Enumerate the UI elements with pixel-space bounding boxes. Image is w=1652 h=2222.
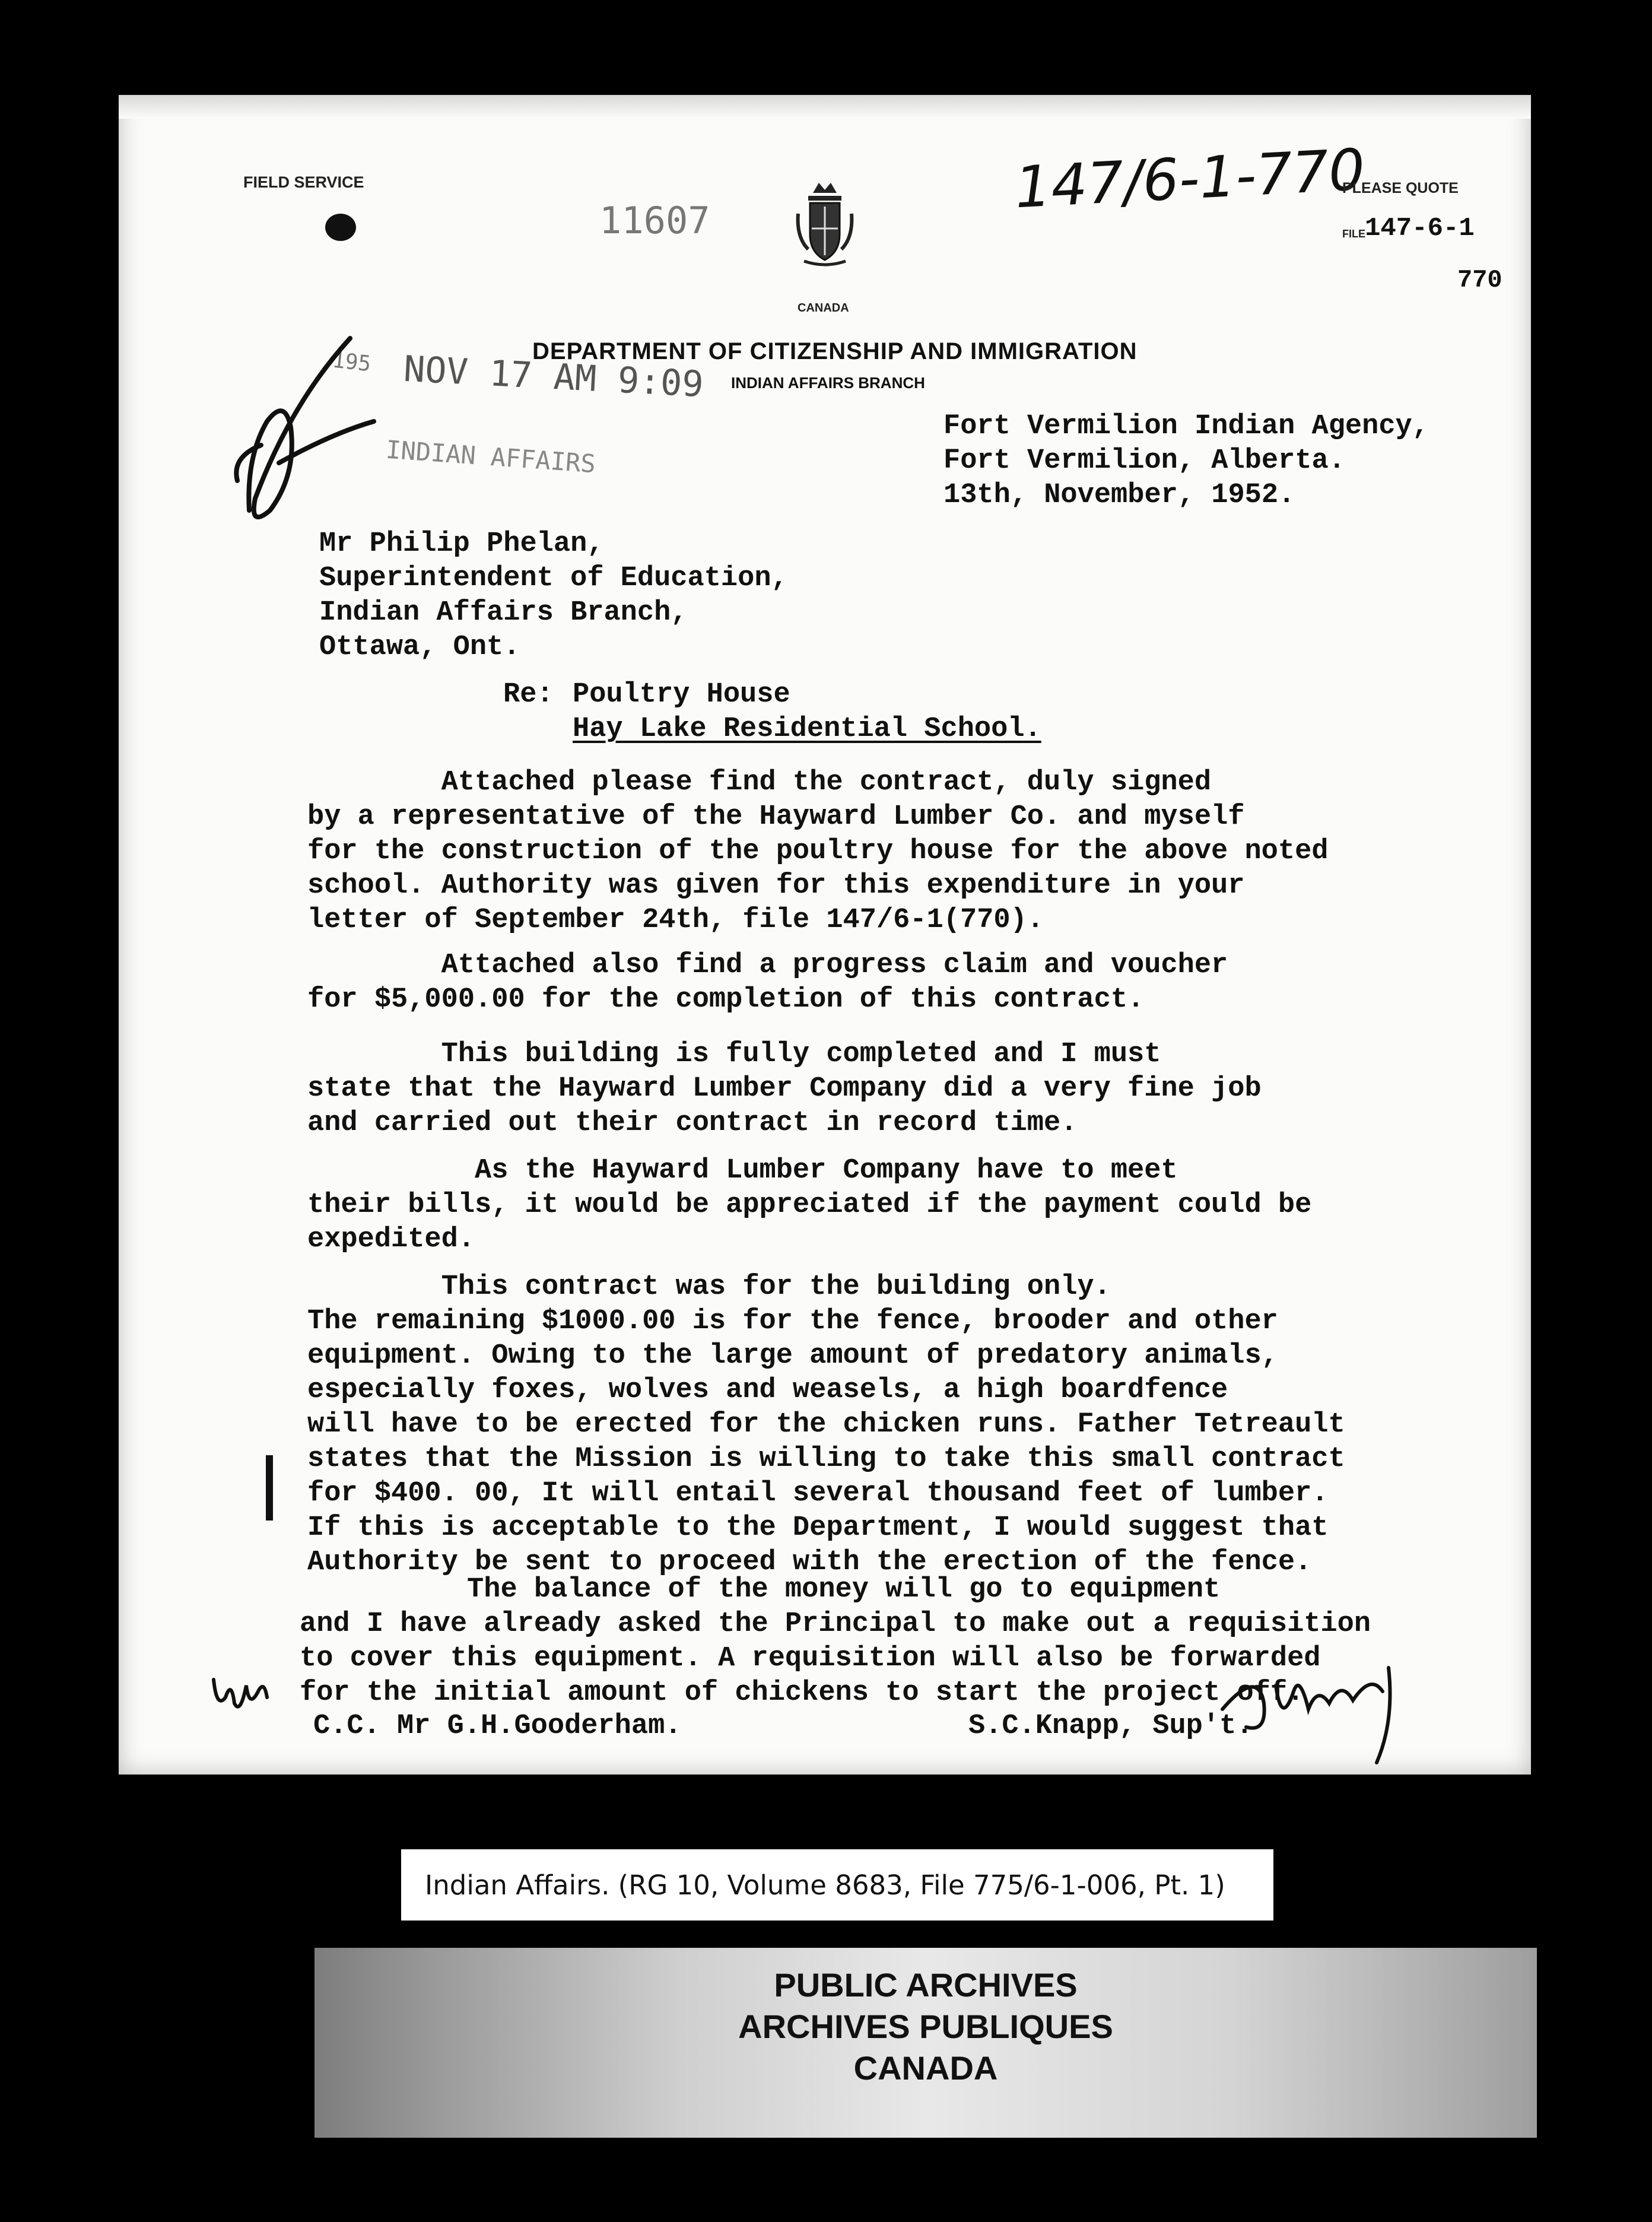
paragraph-line: Attached please find the contract, duly signed <box>307 767 1212 798</box>
paragraph-line: The balance of the money will go to equipment <box>300 1574 1221 1605</box>
caption-text: Indian Affairs. (RG 10, Volume 8683, File 775/6-1-006, Pt. 1) <box>425 1869 1225 1901</box>
paragraph-line: Authority be sent to proceed with the erection of the fence. <box>307 1547 1312 1578</box>
paragraph-line: As the Hayward Lumber Company have to meet <box>307 1155 1178 1186</box>
field-service-label: FIELD SERVICE <box>243 173 364 191</box>
paragraph-line: for the construction of the poultry house for the above noted <box>307 836 1329 867</box>
paragraph-line: for $5,000.00 for the completion of this contract. <box>307 984 1145 1015</box>
paragraph-5 <box>307 1270 1345 1580</box>
paragraph-line: for the initial amount of chickens to start the project off. <box>300 1677 1304 1709</box>
file-number: 147-6-1 <box>1365 214 1475 243</box>
paragraph-line: expedited. <box>307 1224 475 1255</box>
archives-line-3: CANADA <box>853 2049 998 2087</box>
paragraph-line: This contract was for the building only. <box>307 1271 1111 1303</box>
punch-hole <box>325 214 356 241</box>
paragraph-line: especially foxes, wolves and weasels, a high boardfence <box>307 1375 1228 1406</box>
received-date-stamp: NOV 17 AM 9:09 <box>402 348 705 406</box>
subject-line-2: Hay Lake Residential School. <box>573 713 1041 745</box>
handwritten-initials-signature <box>214 332 392 552</box>
paragraph-line: will have to be erected for the chicken runs. Father Tetreault <box>307 1409 1345 1440</box>
archives-line-2: ARCHIVES PUBLIQUES <box>738 2008 1113 2045</box>
recipient-line-3: Indian Affairs Branch, <box>319 597 688 628</box>
paragraph-line: school. Authority was given for this expenditure in your <box>307 870 1245 902</box>
archives-label <box>314 1948 1537 2138</box>
paragraph-line: by a representative of the Hayward Lumber Co. and myself <box>307 801 1245 833</box>
please-quote-label: PLEASE QUOTE <box>1342 180 1459 196</box>
signature-block: S.C.Knapp, Sup't. <box>968 1710 1253 1742</box>
handwritten-file-number: 147/6-1-770 <box>1013 136 1367 221</box>
archives-line-1: PUBLIC ARCHIVES <box>774 1966 1078 2004</box>
indian-affairs-stamp: INDIAN AFFAIRS <box>385 434 597 479</box>
branch-title: INDIAN AFFAIRS BRANCH <box>731 374 925 392</box>
page-top-edge <box>119 95 1531 119</box>
received-year-stamp: 195 <box>331 348 372 377</box>
file-sub-number: 770 <box>1457 266 1502 294</box>
sender-line-2: Fort Vermilion, Alberta. <box>943 445 1345 477</box>
recipient-line-1: Mr Philip Phelan, <box>319 528 604 560</box>
archive-caption <box>401 1849 1273 1921</box>
paragraph-line: for $400. 00, It will entail several thousand feet of lumber. <box>307 1478 1329 1509</box>
paragraph-1 <box>307 766 1328 938</box>
paragraph-2 <box>307 948 1228 1017</box>
paragraph-line: to cover this equipment. A requisition will also be forwarded <box>300 1643 1321 1674</box>
paragraph-line: and I have already asked the Principal to make out a requisition <box>300 1608 1371 1640</box>
file-label: FILE <box>1342 228 1365 240</box>
canada-crest-icon <box>795 178 854 267</box>
recipient-line-4: Ottawa, Ont. <box>319 631 520 663</box>
sender-line-1: Fort Vermilion Indian Agency, <box>943 411 1429 442</box>
margin-mark <box>266 1455 273 1521</box>
margin-initials-handwriting <box>208 1662 273 1727</box>
paragraph-line: states that the Mission is willing to take this small contract <box>307 1443 1345 1475</box>
paragraph-line: letter of September 24th, file 147/6-1(770). <box>307 904 1044 936</box>
subject-line-1: Poultry House <box>573 679 790 710</box>
department-title: DEPARTMENT OF CITIZENSHIP AND IMMIGRATION <box>532 338 1138 364</box>
paragraph-line: This building is fully completed and I must <box>307 1039 1161 1070</box>
carbon-copy-line: C.C. Mr G.H.Gooderham. <box>313 1710 682 1742</box>
letter-date: 13th, November, 1952. <box>943 480 1295 511</box>
handwritten-signature <box>1211 1644 1424 1775</box>
paragraph-3 <box>307 1037 1262 1141</box>
country-label: CANADA <box>798 301 849 315</box>
paragraph-line: and carried out their contract in record time. <box>307 1107 1078 1139</box>
paragraph-line: their bills, it would be appreciated if the payment could be <box>307 1189 1312 1221</box>
paragraph-line: The remaining $1000.00 is for the fence, brooder and other <box>307 1306 1278 1337</box>
paragraph-line: Attached also find a progress claim and voucher <box>307 950 1228 981</box>
paragraph-line: equipment. Owing to the large amount of predatory animals, <box>307 1340 1278 1372</box>
paragraph-4 <box>307 1154 1311 1257</box>
paragraph-line: If this is acceptable to the Department, I would suggest that <box>307 1512 1329 1544</box>
stamp-number: 11607 <box>599 199 710 242</box>
re-label: Re: <box>503 679 554 710</box>
paragraph-line: state that the Hayward Lumber Company did a very fine job <box>307 1073 1262 1104</box>
recipient-line-2: Superintendent of Education, <box>319 563 788 594</box>
